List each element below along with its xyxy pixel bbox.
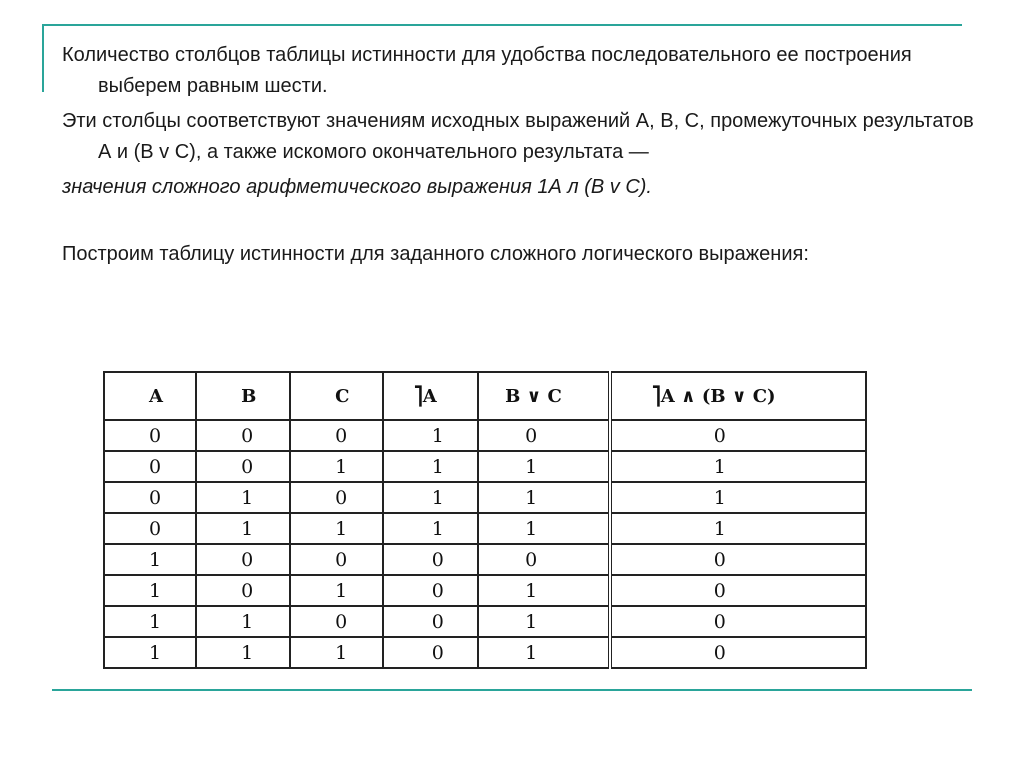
table-header-row <box>104 372 866 420</box>
cell-not-a: 0 <box>383 575 478 606</box>
cell-result: 0 <box>610 637 866 668</box>
cell-b: 1 <box>196 606 290 637</box>
header-b-or-c: B ∨ C <box>478 372 610 420</box>
table-row <box>104 575 866 606</box>
cell-b-or-c: 1 <box>478 451 610 482</box>
header-result: ⎤A ∧ (B ∨ C) <box>610 372 866 420</box>
cell-result: 1 <box>610 513 866 544</box>
cell-b-or-c: 1 <box>478 513 610 544</box>
table-row <box>104 482 866 513</box>
cell-b: 1 <box>196 482 290 513</box>
cell-not-a: 1 <box>383 513 478 544</box>
table-body <box>104 420 866 668</box>
cell-b-or-c: 0 <box>478 544 610 575</box>
cell-result: 1 <box>610 482 866 513</box>
cell-b: 0 <box>196 451 290 482</box>
truth-table <box>103 371 867 669</box>
cell-c: 1 <box>290 575 383 606</box>
cell-a: 1 <box>104 637 196 668</box>
table-row <box>104 451 866 482</box>
cell-b-or-c: 1 <box>478 482 610 513</box>
top-accent-line <box>42 24 962 26</box>
cell-a: 0 <box>104 451 196 482</box>
cell-c: 1 <box>290 513 383 544</box>
cell-c: 0 <box>290 420 383 451</box>
cell-b: 0 <box>196 575 290 606</box>
paragraph-expression: значения сложного арифметического выражения 1А л (В v С). <box>62 176 652 198</box>
left-accent-line <box>42 24 44 92</box>
paragraph-build-table: Построим таблицу истинности для заданного сложного логического выражения: <box>62 243 809 265</box>
cell-c: 0 <box>290 544 383 575</box>
table-row <box>104 544 866 575</box>
cell-result: 0 <box>610 420 866 451</box>
cell-result: 0 <box>610 544 866 575</box>
cell-b-or-c: 1 <box>478 606 610 637</box>
cell-a: 1 <box>104 606 196 637</box>
header-a: A <box>104 372 196 420</box>
table-row <box>104 420 866 451</box>
cell-not-a: 1 <box>383 482 478 513</box>
cell-b: 1 <box>196 513 290 544</box>
cell-b: 0 <box>196 420 290 451</box>
cell-a: 0 <box>104 420 196 451</box>
cell-result: 0 <box>610 606 866 637</box>
cell-b: 0 <box>196 544 290 575</box>
cell-b-or-c: 1 <box>478 637 610 668</box>
cell-result: 0 <box>610 575 866 606</box>
cell-c: 1 <box>290 637 383 668</box>
table-row <box>104 637 866 668</box>
cell-c: 1 <box>290 451 383 482</box>
cell-not-a: 0 <box>383 606 478 637</box>
cell-a: 0 <box>104 482 196 513</box>
cell-b-or-c: 1 <box>478 575 610 606</box>
cell-a: 1 <box>104 544 196 575</box>
cell-c: 0 <box>290 606 383 637</box>
cell-b: 1 <box>196 637 290 668</box>
cell-not-a: 1 <box>383 420 478 451</box>
table-row <box>104 513 866 544</box>
cell-not-a: 0 <box>383 637 478 668</box>
cell-b-or-c: 0 <box>478 420 610 451</box>
truth-table-container <box>103 371 867 664</box>
header-c: C <box>290 372 383 420</box>
cell-not-a: 1 <box>383 451 478 482</box>
bottom-accent-line <box>52 689 972 691</box>
cell-result: 1 <box>610 451 866 482</box>
paragraph-column-count: Количество столбцов таблицы истинности для удобства последовательного ее построения выберем равным шести. <box>62 44 912 97</box>
slide-text <box>62 40 982 274</box>
cell-c: 0 <box>290 482 383 513</box>
paragraph-columns-meaning: Эти столбцы соответствуют значениям исходных выражений А, В, С, промежуточных результатов А и (В v С), а также искомого окончательного результата — <box>62 110 974 163</box>
cell-a: 1 <box>104 575 196 606</box>
table-row <box>104 606 866 637</box>
header-b: B <box>196 372 290 420</box>
cell-a: 0 <box>104 513 196 544</box>
cell-not-a: 0 <box>383 544 478 575</box>
header-not-a: ⎤A <box>383 372 478 420</box>
